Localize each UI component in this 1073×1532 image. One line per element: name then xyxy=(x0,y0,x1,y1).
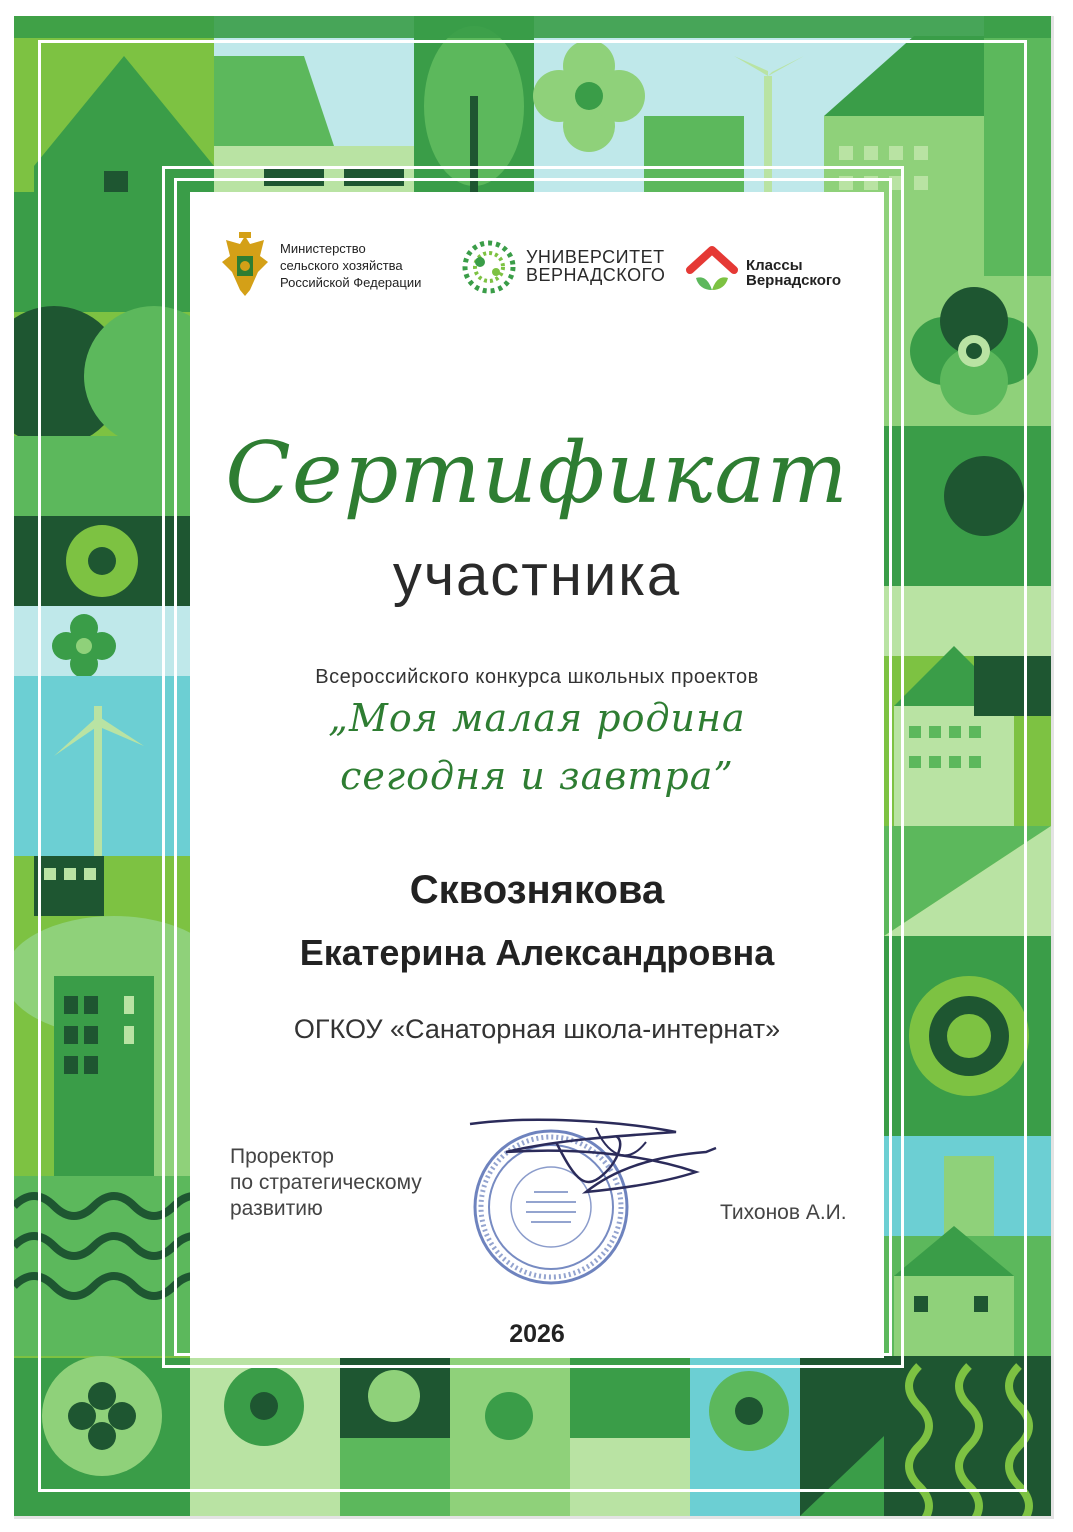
university-line-2: ВЕРНАДСКОГО xyxy=(526,265,666,285)
classes-line-1: Классы xyxy=(746,257,803,274)
ministry-line-1: Министерство xyxy=(280,241,366,256)
signer-name: Тихонов А.И. xyxy=(720,1201,847,1224)
signer-position-line-3: развитию xyxy=(230,1197,323,1220)
university-line-1: УНИВЕРСИТЕТ xyxy=(526,247,665,267)
ministry-line-2: сельского хозяйства xyxy=(280,258,403,273)
certificate-title: Сертификат xyxy=(225,424,849,522)
contest-description: Всероссийского конкурса школьных проектов xyxy=(315,666,759,688)
signer-position-line-2: по стратегическому xyxy=(230,1171,422,1194)
university-logo xyxy=(460,238,670,302)
recipient-surname: Сквознякова xyxy=(409,868,665,912)
house-leaf-icon xyxy=(684,244,740,296)
dotted-circle-icon xyxy=(460,238,518,296)
classes-line-2: Вернадского xyxy=(746,272,842,289)
school-name: ОГКОУ «Санаторная школа-интернат» xyxy=(293,1014,781,1044)
recipient-given-names: Екатерина Александровна xyxy=(299,932,775,973)
ministry-line-3: Российской Федерации xyxy=(280,275,422,290)
ministry-logo xyxy=(220,232,430,302)
certificate-subtitle: участника xyxy=(392,543,682,608)
coat-of-arms-icon xyxy=(220,232,270,298)
certificate-year: 2026 xyxy=(482,1320,592,1349)
handwritten-signature xyxy=(466,1112,726,1232)
contest-name-line-1: „Моя малая родина xyxy=(328,696,746,740)
signer-position-line-1: Проректор xyxy=(230,1145,334,1168)
classes-logo xyxy=(684,244,874,304)
contest-name-line-2: сегодня и завтра” xyxy=(340,754,734,798)
signer-position xyxy=(230,1144,470,1222)
certificate-sheet xyxy=(14,16,1054,1519)
certificate-body xyxy=(190,192,884,1358)
